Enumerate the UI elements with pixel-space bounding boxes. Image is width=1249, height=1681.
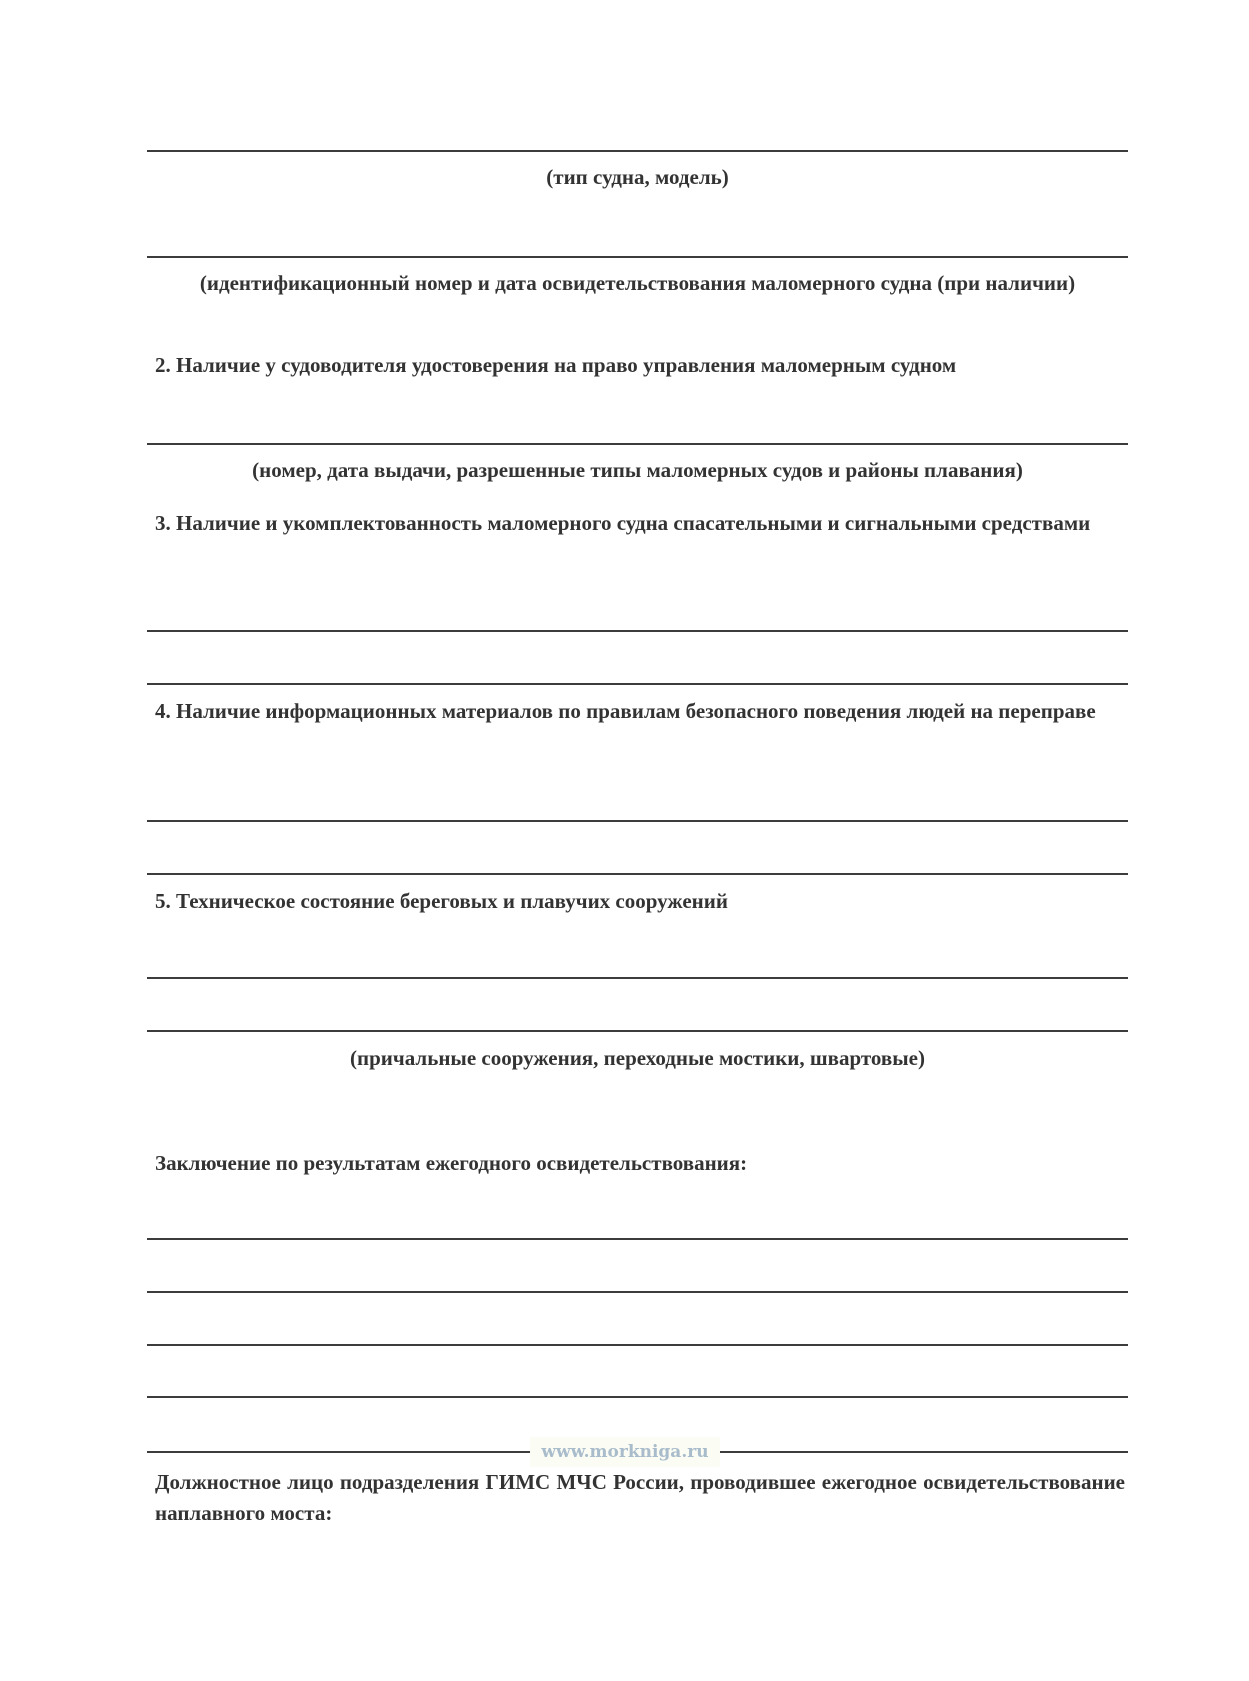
fill-line-id-number[interactable]: [147, 256, 1128, 258]
fill-line-vessel-type[interactable]: [147, 150, 1128, 152]
item-5-technical-state: 5. Техническое состояние береговых и плавучих сооружений: [155, 889, 728, 913]
fill-line-equipment-2[interactable]: [147, 683, 1128, 685]
fill-line-conclusion-4[interactable]: [147, 1396, 1128, 1398]
fill-line-technical-2[interactable]: [147, 1030, 1128, 1032]
caption-structures: (причальные сооружения, переходные мостики, швартовые): [350, 1046, 925, 1070]
fill-line-equipment-1[interactable]: [147, 630, 1128, 632]
watermark: www.morkniga.ru: [530, 1437, 720, 1467]
caption-id-number: (идентификационный номер и дата освидетельствования маломерного судна (при наличии): [199, 271, 1076, 295]
fill-line-info-1[interactable]: [147, 820, 1128, 822]
fill-line-conclusion-2[interactable]: [147, 1291, 1128, 1293]
item-4-info-materials: 4. Наличие информационных материалов по правилам безопасного поведения людей на переправе: [155, 699, 1096, 723]
caption-license: (номер, дата выдачи, разрешенные типы маломерных судов и районы плавания): [252, 458, 1023, 482]
official-label: Должностное лицо подразделения ГИМС МЧС России, проводившее ежегодное освидетельствование наплавного моста:: [155, 1470, 1125, 1525]
caption-vessel-type: (тип судна, модель): [546, 165, 729, 189]
conclusion-label: Заключение по результатам ежегодного освидетельствования:: [155, 1151, 748, 1175]
fill-line-conclusion-3[interactable]: [147, 1344, 1128, 1346]
fill-line-license[interactable]: [147, 443, 1128, 445]
fill-line-info-2[interactable]: [147, 873, 1128, 875]
item-3-equipment: 3. Наличие и укомплектованность маломерного судна спасательными и сигнальными средствами: [155, 511, 1091, 535]
item-2-license: 2. Наличие у судоводителя удостоверения на право управления маломерным судном: [155, 353, 957, 377]
fill-line-technical-1[interactable]: [147, 977, 1128, 979]
fill-line-conclusion-1[interactable]: [147, 1238, 1128, 1240]
